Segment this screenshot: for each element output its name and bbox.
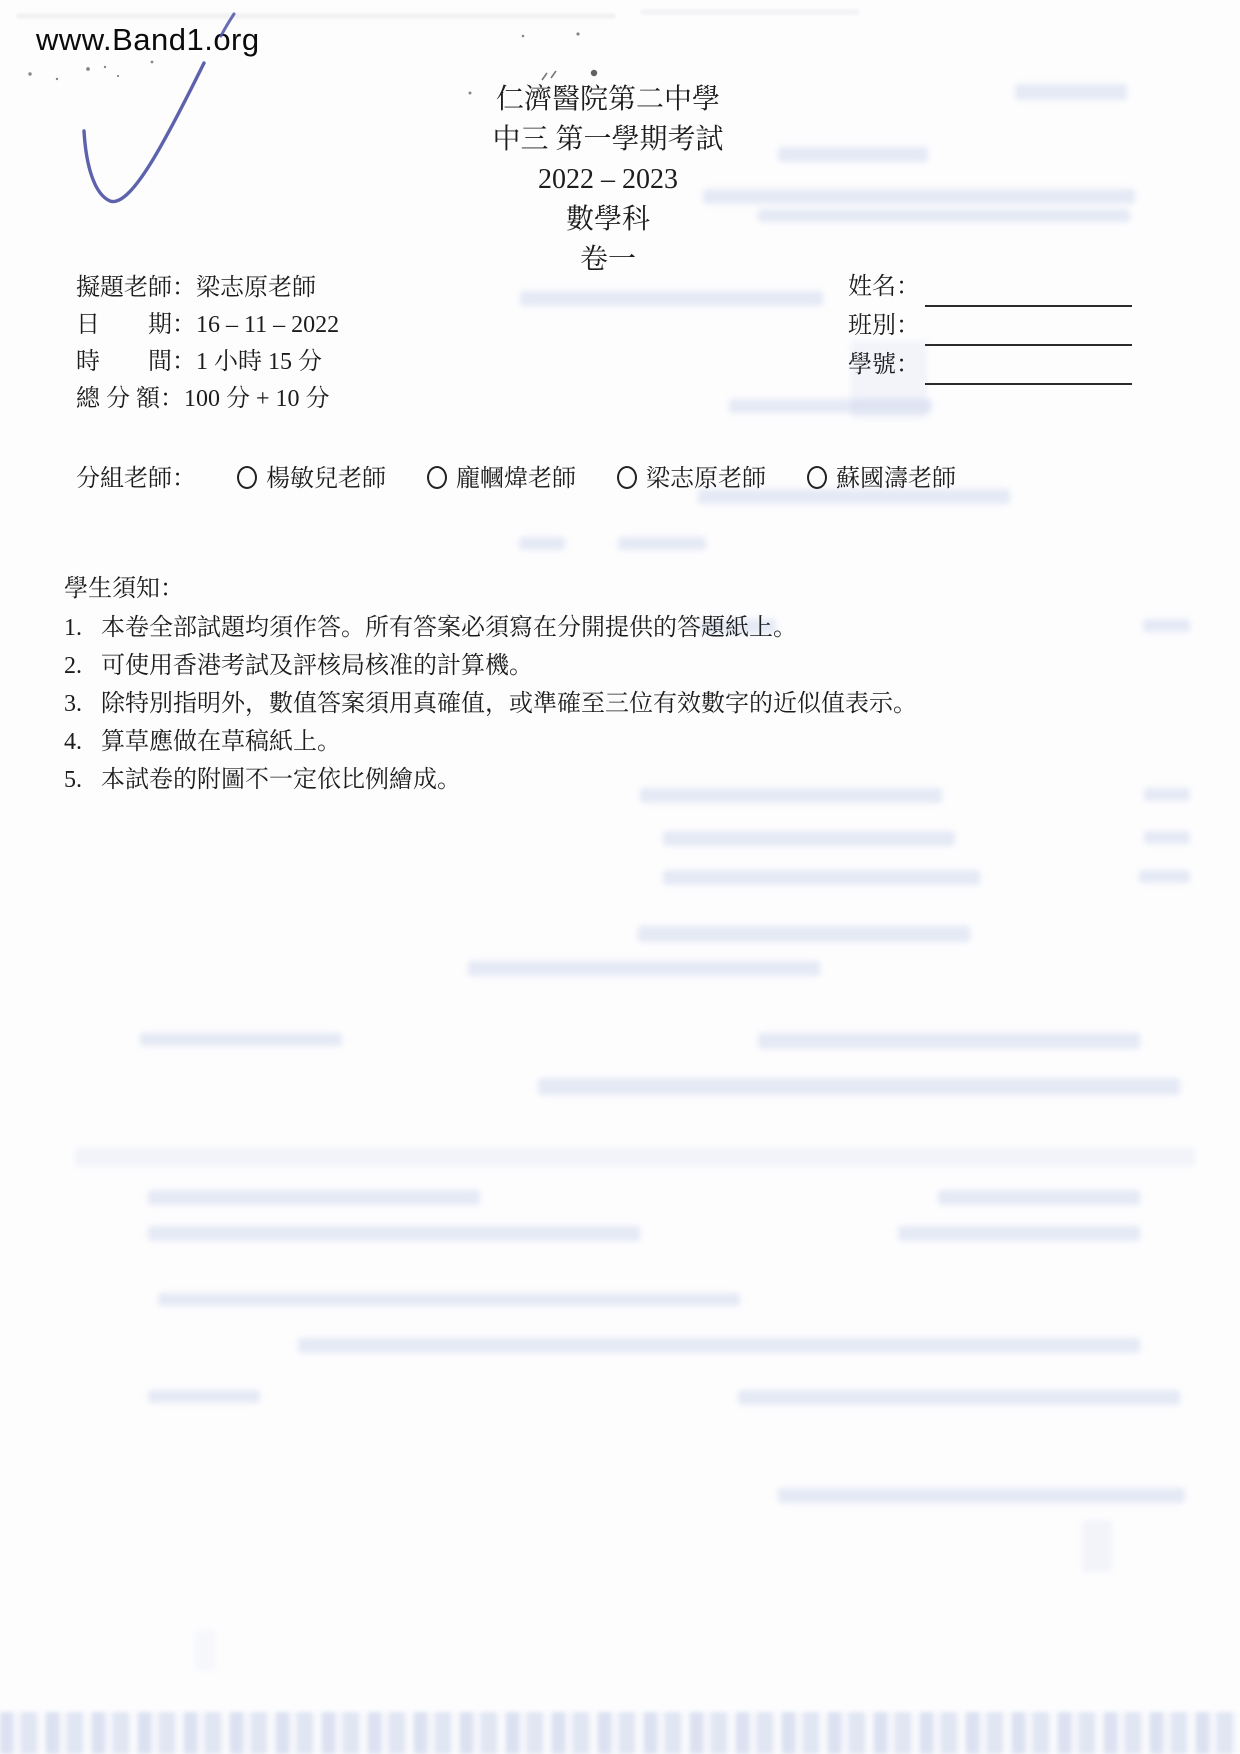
bleed-through-smudge bbox=[1082, 1520, 1112, 1572]
radio-circle-icon[interactable] bbox=[427, 466, 447, 489]
bleed-through-smudge bbox=[663, 870, 980, 885]
scan-edge-streak bbox=[640, 9, 860, 15]
info-label: 總 分 額： bbox=[76, 386, 184, 412]
bleed-through-smudge bbox=[75, 1148, 1195, 1166]
name-blank-line[interactable] bbox=[925, 279, 1132, 307]
group-teacher-option[interactable] bbox=[427, 462, 576, 496]
radio-circle-icon[interactable] bbox=[617, 466, 637, 489]
bleed-through-smudge bbox=[1143, 619, 1190, 632]
bleed-through-smudge bbox=[938, 1190, 1140, 1205]
group-teachers-label: 分組老師： bbox=[76, 466, 196, 492]
bleed-through-smudge bbox=[538, 1078, 1180, 1095]
field-row-class bbox=[848, 307, 1132, 346]
notes-heading: 學生須知： bbox=[64, 576, 184, 602]
stray-marks bbox=[542, 71, 556, 80]
bleed-through-smudge bbox=[618, 537, 706, 550]
note-text: 本卷全部試題均須作答。所有答案必須寫在分開提供的答題紙上。 bbox=[101, 615, 797, 641]
note-item bbox=[64, 761, 917, 799]
scan-edge-streak bbox=[16, 13, 616, 19]
bleed-through-smudge bbox=[148, 1190, 480, 1205]
info-row-date bbox=[76, 307, 339, 344]
info-row-total-marks bbox=[76, 381, 339, 418]
bleed-through-smudge bbox=[898, 1226, 1140, 1241]
note-number: 4. bbox=[64, 729, 82, 755]
bleed-through-smudge bbox=[1144, 831, 1190, 844]
bleed-through-band bbox=[0, 1712, 1240, 1754]
info-value: 16 – 11 – 2022 bbox=[196, 312, 340, 338]
bleed-through-smudge bbox=[519, 537, 565, 550]
note-number: 1. bbox=[64, 615, 82, 641]
note-number: 2. bbox=[64, 653, 82, 679]
teacher-name: 楊敏兒老師 bbox=[266, 466, 386, 492]
note-text: 除特別指明外，數值答案須用真確值，或準確至三位有效數字的近似值表示。 bbox=[101, 691, 917, 717]
student-fields-block bbox=[848, 268, 1132, 385]
group-teachers-row bbox=[76, 462, 956, 496]
note-item bbox=[64, 647, 917, 685]
bleed-through-smudge bbox=[520, 291, 823, 306]
bleed-through-smudge bbox=[738, 1390, 1180, 1405]
bleed-through-smudge bbox=[638, 926, 970, 942]
bleed-through-smudge bbox=[729, 399, 932, 413]
paper-number: 卷一 bbox=[579, 244, 636, 275]
info-row-setter bbox=[76, 270, 339, 307]
teacher-name: 蘇國濤老師 bbox=[836, 466, 956, 492]
bleed-through-smudge bbox=[195, 1630, 215, 1670]
note-item bbox=[64, 723, 917, 761]
group-teacher-option[interactable] bbox=[237, 462, 386, 496]
exam-info-block bbox=[76, 270, 339, 418]
school-year: 2022 – 2023 bbox=[538, 164, 678, 195]
bleed-through-smudge bbox=[468, 961, 820, 976]
class-blank-line[interactable] bbox=[925, 318, 1132, 346]
bleed-through-smudge bbox=[148, 1226, 640, 1241]
note-text: 算草應做在草稿紙上。 bbox=[101, 729, 341, 755]
teacher-name: 龐幗煒老師 bbox=[456, 466, 576, 492]
bleed-through-smudge bbox=[663, 831, 955, 846]
info-label: 日 期： bbox=[76, 312, 196, 338]
field-row-name bbox=[848, 268, 1132, 307]
note-number: 3. bbox=[64, 691, 82, 717]
note-text: 本試卷的附圖不一定依比例繪成。 bbox=[101, 767, 461, 793]
bleed-through-smudge bbox=[778, 1488, 1185, 1503]
bleed-through-smudge bbox=[148, 1390, 260, 1403]
radio-circle-icon[interactable] bbox=[237, 466, 257, 489]
bleed-through-smudge bbox=[1139, 870, 1190, 883]
student-notes-block bbox=[64, 570, 917, 799]
note-text: 可使用香港考試及評核局核准的計算機。 bbox=[101, 653, 533, 679]
bleed-through-smudge bbox=[158, 1293, 740, 1306]
teacher-name: 梁志原老師 bbox=[646, 466, 766, 492]
bleed-through-smudge bbox=[1144, 788, 1190, 801]
exam-title-block bbox=[0, 80, 1228, 280]
subject-name: 數學科 bbox=[565, 204, 650, 235]
field-label: 班別： bbox=[848, 313, 920, 339]
group-teacher-option[interactable] bbox=[807, 462, 956, 496]
student-number-blank-line[interactable] bbox=[925, 357, 1132, 385]
info-label: 時 間： bbox=[76, 349, 196, 375]
info-value: 1 小時 15 分 bbox=[196, 349, 322, 375]
note-item bbox=[64, 685, 917, 723]
group-teacher-option[interactable] bbox=[617, 462, 766, 496]
field-label: 學號： bbox=[848, 352, 920, 378]
bleed-through-smudge bbox=[298, 1338, 1140, 1353]
note-item bbox=[64, 609, 917, 647]
bleed-through-smudge bbox=[758, 1033, 1140, 1049]
school-name: 仁濟醫院第二中學 bbox=[495, 84, 720, 115]
field-row-student-number bbox=[848, 346, 1132, 385]
watermark: www.Band1.org bbox=[36, 22, 260, 57]
info-value: 梁志原老師 bbox=[196, 275, 316, 301]
field-label: 姓名： bbox=[848, 274, 920, 300]
radio-circle-icon[interactable] bbox=[807, 466, 827, 489]
note-number: 5. bbox=[64, 767, 82, 793]
bleed-through-smudge bbox=[140, 1033, 342, 1046]
exam-name: 中三 第一學期考試 bbox=[492, 124, 724, 155]
info-value: 100 分 + 10 分 bbox=[184, 386, 330, 412]
info-label: 擬題老師： bbox=[76, 275, 196, 301]
info-row-time bbox=[76, 344, 339, 381]
